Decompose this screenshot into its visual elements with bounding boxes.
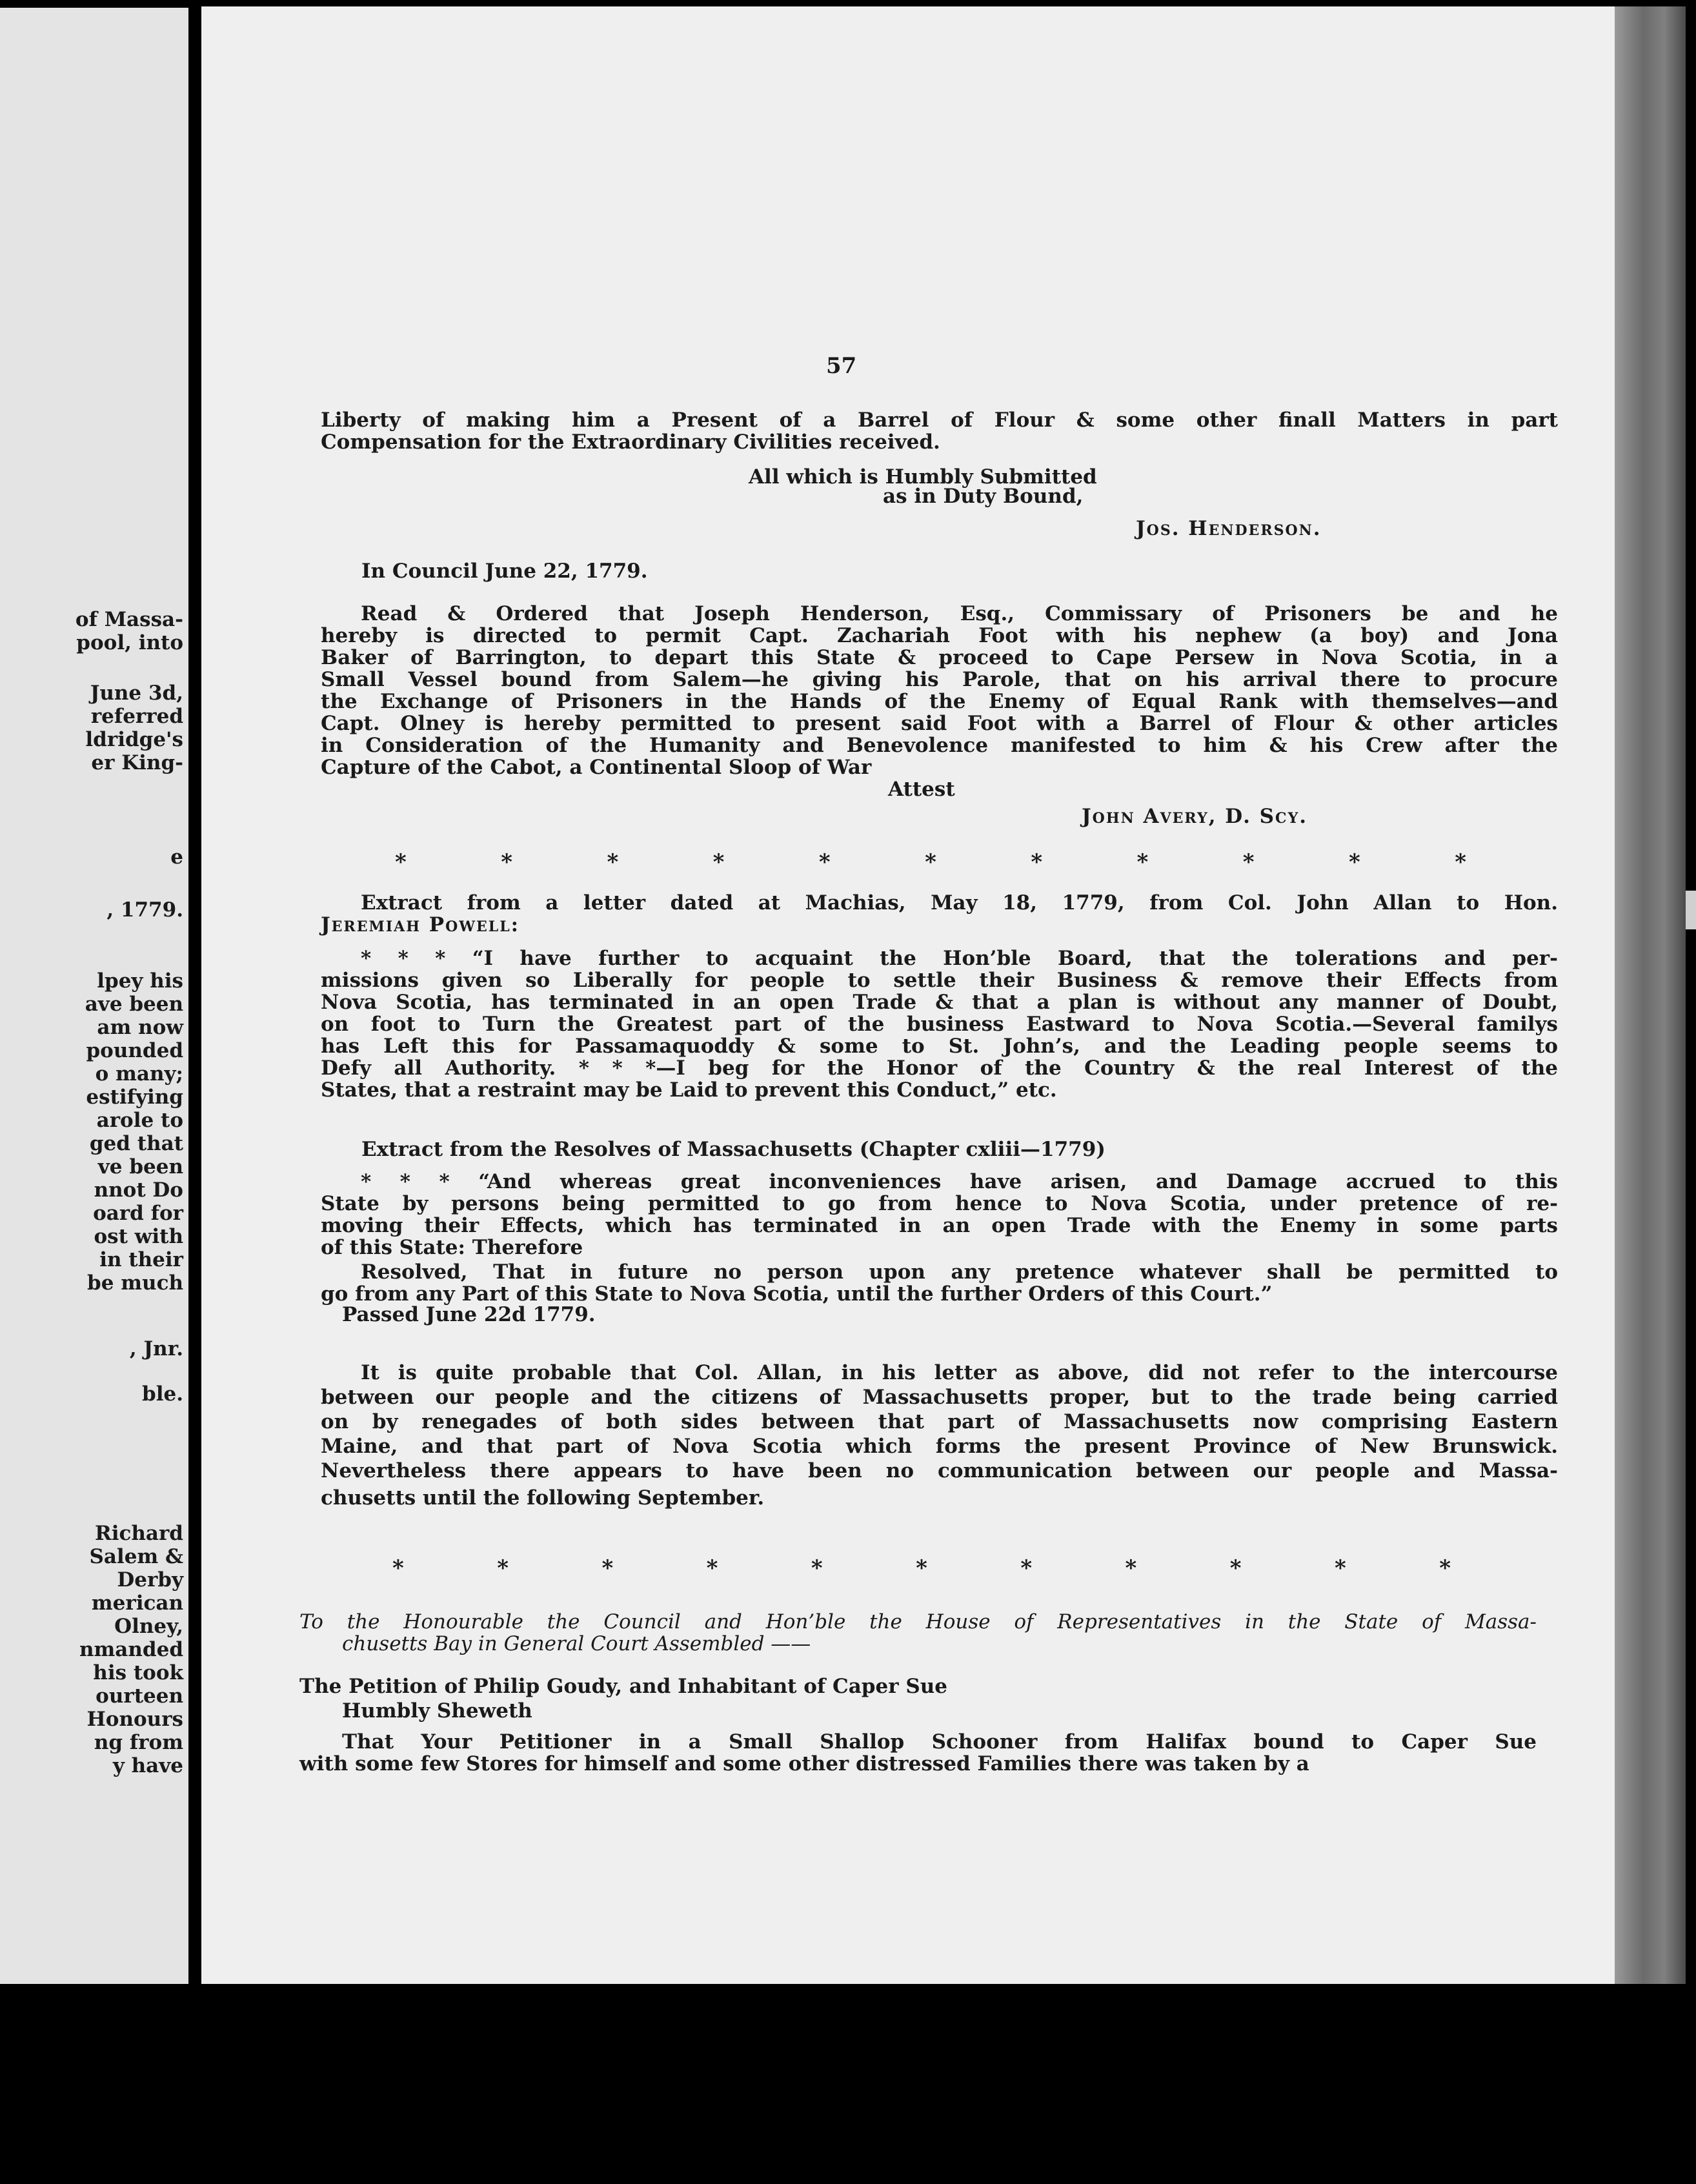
council-line: Read & Ordered that Joseph Henderson, Esq., Commissary of Prisoners be and he [361,602,1558,625]
petition-line-2: with some few Stores for himself and some other distressed Families there was taken by a [299,1752,1309,1775]
council-paragraph [321,603,1558,756]
intro-paragraph [321,409,1558,431]
scan-edge-tab [1686,891,1696,929]
left-page-fragment: Honours [86,1708,183,1731]
left-page-fragment: Richard [94,1522,183,1545]
resolves-line-4: of this State: Therefore [321,1236,583,1259]
left-page-fragment: ourteen [96,1684,183,1708]
left-page-fragment: June 3d, [90,682,183,705]
commentary-line: between our people and the citizens of Massachusetts proper, but to the trade being carried [321,1386,1558,1409]
letter-line: on foot to Turn the Greatest part of the business Eastward to Nova Scotia.—Several familys [321,1013,1558,1036]
signature-henderson: Jos. Henderson. [1136,517,1322,540]
separator-star: * [1020,1555,1033,1581]
separator-star: * [607,849,619,875]
resolves-line: * * * “And whereas great inconveniences have arisen, and Damage accrued to this [361,1170,1558,1193]
petition-line-1: That Your Petitioner in a Small Shallop Schooner from Halifax bound to Caper Sue [342,1730,1537,1754]
petition-sheweth: Humbly Sheweth [342,1699,532,1723]
letter-body [321,947,1558,1079]
separator-star: * [1334,1555,1346,1581]
letter-intro-line-2: Jeremiah Powell: [321,913,520,936]
resolved-paragraph [321,1261,1558,1283]
separator-star: * [706,1555,718,1581]
resolves-line: moving their Effects, which has terminated in an open Trade with the Enemy in some parts [321,1214,1558,1237]
adjacent-left-page [0,8,188,1984]
attest-label: Attest [888,778,955,801]
left-page-fragment: ng from [94,1731,183,1754]
left-page-fragment: arole to [96,1109,183,1132]
separator-star: * [1136,849,1149,875]
submitted-line-1: All which is Humbly Submitted [749,465,1097,489]
left-page-fragment: of Massa- [75,608,183,631]
separator-star: * [1348,849,1360,875]
separator-star: * [1125,1555,1137,1581]
left-page-fragment: merican [91,1592,183,1615]
resolved-line-2: go from any Part of this State to Nova Scotia, until the further Orders of this Court.” [321,1282,1273,1306]
left-page-fragment: pool, into [76,631,183,654]
intro-line-2: Compensation for the Extraordinary Civilities received. [321,430,940,454]
left-page-fragment: Derby [117,1568,183,1592]
separator-stars [392,1555,1451,1581]
council-last-line: Capture of the Cabot, a Continental Sloop of War [321,756,872,779]
signature-avery: John Avery, D. Scy. [1082,805,1308,828]
council-line: Capt. Olney is hereby permitted to present said Foot with a Barrel of Flour & other articles [321,712,1558,735]
intro-line-1: Liberty of making him a Present of a Barrel of Flour & some other finall Matters in part [321,409,1558,432]
left-page-fragment: ged that [89,1132,183,1155]
commentary-line: Nevertheless there appears to have been no communication between our people and Massa- [321,1459,1558,1482]
commentary-line: Maine, and that part of Nova Scotia which forms the present Province of New Brunswick. [321,1435,1558,1458]
separator-star: * [1439,1555,1451,1581]
separator-star: * [1031,849,1043,875]
letter-intro [321,892,1558,914]
left-page-fragment: y have [112,1754,183,1777]
letter-intro-line-1: Extract from a letter dated at Machias, May 18, 1779, from Col. John Allan to Hon. [361,891,1558,915]
left-page-fragment: , Jnr. [129,1337,183,1360]
left-page-fragment: oard for [93,1202,183,1225]
left-page-fragment: Olney, [114,1615,183,1638]
council-line: in Consideration of the Humanity and Benevolence manifested to him & his Crew after the [321,734,1558,757]
left-page-fragment: referred [90,705,183,728]
petition-address-line-1: To the Honourable the Council and Hon’ble the House of Representatives in the State of Massa- [299,1610,1537,1633]
commentary-line: on by renegades of both sides between that part of Massachusetts now comprising Eastern [321,1410,1558,1433]
separator-star: * [818,849,831,875]
commentary-last-line: chusetts until the following September. [321,1486,765,1510]
separator-star: * [501,849,512,875]
left-page-fragment: ve been [97,1155,183,1178]
commentary-paragraph [321,1360,1558,1483]
left-page-fragment: his took [93,1661,183,1684]
left-page-fragment: o many; [95,1062,183,1086]
passed-date: Passed June 22d 1779. [342,1303,596,1326]
commentary-line: It is quite probable that Col. Allan, in his letter as above, did not refer to the intercourse [361,1361,1558,1384]
left-page-fragment: , 1779. [106,898,183,922]
separator-star: * [395,849,407,875]
letter-last-line: States, that a restraint may be Laid to prevent this Conduct,” etc. [321,1078,1057,1102]
council-line: Baker of Barrington, to depart this State & proceed to Cape Persew in Nova Scotia, in a [321,646,1558,669]
left-page-fragment: Salem & [89,1545,183,1568]
letter-line: Defy all Authority. * * *—I beg for the Honor of the Country & the real Interest of the [321,1057,1558,1080]
council-line: the Exchange of Prisoners in the Hands of the Enemy of Equal Rank with themselves—and [321,690,1558,713]
left-page-fragment: estifying [86,1086,183,1109]
separator-star: * [916,1555,927,1581]
submitted-line-2: as in Duty Bound, [883,485,1084,508]
document-page [201,6,1615,1984]
separator-star: * [811,1555,823,1581]
left-page-fragment: ave been [85,993,183,1016]
left-page-fragment: nmanded [79,1638,183,1661]
petition-address-line-2: chusetts Bay in General Court Assembled —— [342,1632,811,1655]
intro-paragraph-end [321,431,1558,453]
council-heading: In Council June 22, 1779. [361,560,648,583]
separator-stars [395,849,1466,875]
left-page-fragment: ble. [142,1382,183,1406]
resolves-body [321,1171,1558,1237]
left-page-fragment: e [170,845,183,869]
council-line: hereby is directed to permit Capt. Zachariah Foot with his nephew (a boy) and Jona [321,624,1558,647]
separator-star: * [712,849,725,875]
left-page-fragment: ldridge's [85,728,183,751]
petition-title: The Petition of Philip Goudy, and Inhabitant of Caper Sue [299,1675,947,1698]
separator-star: * [601,1555,614,1581]
left-page-fragment: pounded [86,1039,183,1062]
separator-star: * [497,1555,509,1581]
separator-star: * [1229,1555,1242,1581]
letter-line: missions given so Liberally for people to settle their Business & remove their Effects from [321,969,1558,992]
left-page-fragment: nnot Do [94,1178,183,1202]
left-page-fragment: be much [87,1271,183,1295]
letter-line: has Left this for Passamaquoddy & some to St. John’s, and the Leading people seems to [321,1035,1558,1058]
resolved-line-1: Resolved, That in future no person upon any pretence whatever shall be permitted to [361,1260,1558,1284]
left-page-fragment: am now [97,1016,183,1039]
separator-star: * [1455,849,1466,875]
left-page-fragment: in their [99,1248,183,1271]
left-page-fragment: er King- [91,751,183,774]
petition-body [299,1731,1537,1775]
council-line: Small Vessel bound from Salem—he giving his Parole, that on his arrival there to procure [321,668,1558,691]
page-number: 57 [826,353,857,379]
letter-line: Nova Scotia, has terminated in an open Trade & that a plan is without any manner of Doubt, [321,991,1558,1014]
left-page-fragment: ost with [94,1225,183,1248]
resolves-heading: Extract from the Resolves of Massachusetts (Chapter cxliii—1779) [361,1138,1105,1161]
separator-star: * [392,1555,404,1581]
separator-star: * [925,849,936,875]
page-edge-strip [1615,6,1686,1984]
letter-line: * * * “I have further to acquaint the Hon’ble Board, that the tolerations and per- [361,947,1558,970]
left-page-fragment: lpey his [97,969,183,993]
resolves-line: State by persons being permitted to go from hence to Nova Scotia, under pretence of re- [321,1192,1558,1215]
petition-address [299,1611,1537,1633]
separator-star: * [1242,849,1255,875]
